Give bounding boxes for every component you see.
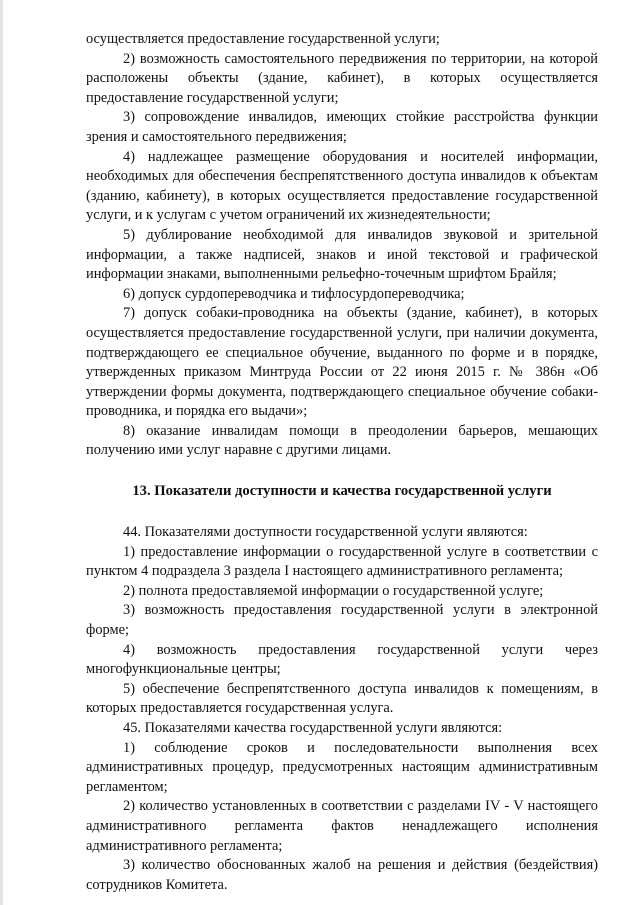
spacer xyxy=(86,501,598,523)
paragraph: 3) количество обоснованных жалоб на решения и действия (бездействия) сотрудников Комитета. xyxy=(86,857,598,893)
section-heading: 13. Показатели доступности и качества государственной услуги xyxy=(132,483,552,500)
paragraph: 8) оказание инвалидам помощи в преодолении барьеров, мешающих получению ими услуг наравне с другими лицами. xyxy=(86,422,598,459)
paragraph: 5) обеспечение беспрепятственного доступа инвалидов к помещениям, в которых предоставляется государственная услуга. xyxy=(86,680,598,717)
paragraph: 2) количество установленных в соответствии с разделами IV - V настоящего административного регламента фактов ненадлежащего исполнения административного регламента; xyxy=(86,798,598,854)
paragraph: 1) предоставление информации о государственной услуге в соответствии с пунктом 4 подраздела 3 раздела I настоящего административного регламента; xyxy=(86,543,598,580)
paragraph: 44. Показателями доступности государственной услуги являются: xyxy=(123,524,528,541)
paragraph: 4) надлежащее размещение оборудования и носителей информации, необходимых для обеспечения беспрепятственного доступа инвалидов к объектам (зданию, кабинету), в которых осуществляется предоставление государственной услуги, и к услугам с учетом ограничений их жизнедеятельности; xyxy=(86,148,598,224)
paragraph: 2) возможность самостоятельного передвижения по территории, на которой расположены объекты (здание, кабинет), в которых осуществляется предоставление государственной услуги; xyxy=(86,50,598,106)
paragraph: 3) сопровождение инвалидов, имеющих стойкие расстройства функции зрения и самостоятельного передвижения; xyxy=(86,109,598,145)
paragraph: 2) полнота предоставляемой информации о государственной услуге; xyxy=(123,582,544,599)
paragraph: 6) допуск сурдопереводчика и тифлосурдопереводчика; xyxy=(123,285,465,302)
paragraph: 3) возможность предоставления государственной услуги в электронной форме; xyxy=(86,602,598,639)
paragraph: 4) возможность предоставления государственной услуги через многофункциональные центры; xyxy=(86,641,598,678)
paragraph: 1) соблюдение сроков и последовательности выполнения всех административных процедур, предусмотренных настоящим административным регламентом; xyxy=(86,739,598,795)
paragraph: осуществляется предоставление государственной услуги; xyxy=(86,31,440,47)
paragraph: 5) дублирование необходимой для инвалидов звуковой и зрительной информации, а также надписей, знаков и иной текстовой и графической информации знаками, выполненными рельефно-точечным шрифтом Брайля; xyxy=(86,226,598,283)
scan-edge xyxy=(0,0,3,905)
document-body xyxy=(86,30,598,895)
paragraph: 7) допуск собаки-проводника на объекты (здание, кабинет), в которых осуществляется предоставление государственной услуги, при наличии документа, подтверждающего ее специальное обучение, выданного по форме и в порядке, утвержденных приказом Минтруда России от 22 июня 2015 г. № 386н «Об утверждении формы документа, подтверждающего специальное обучение собаки-проводника, и порядка его выдачи»; xyxy=(86,305,598,420)
paragraph: 45. Показателями качества государственной услуги являются: xyxy=(123,720,503,736)
